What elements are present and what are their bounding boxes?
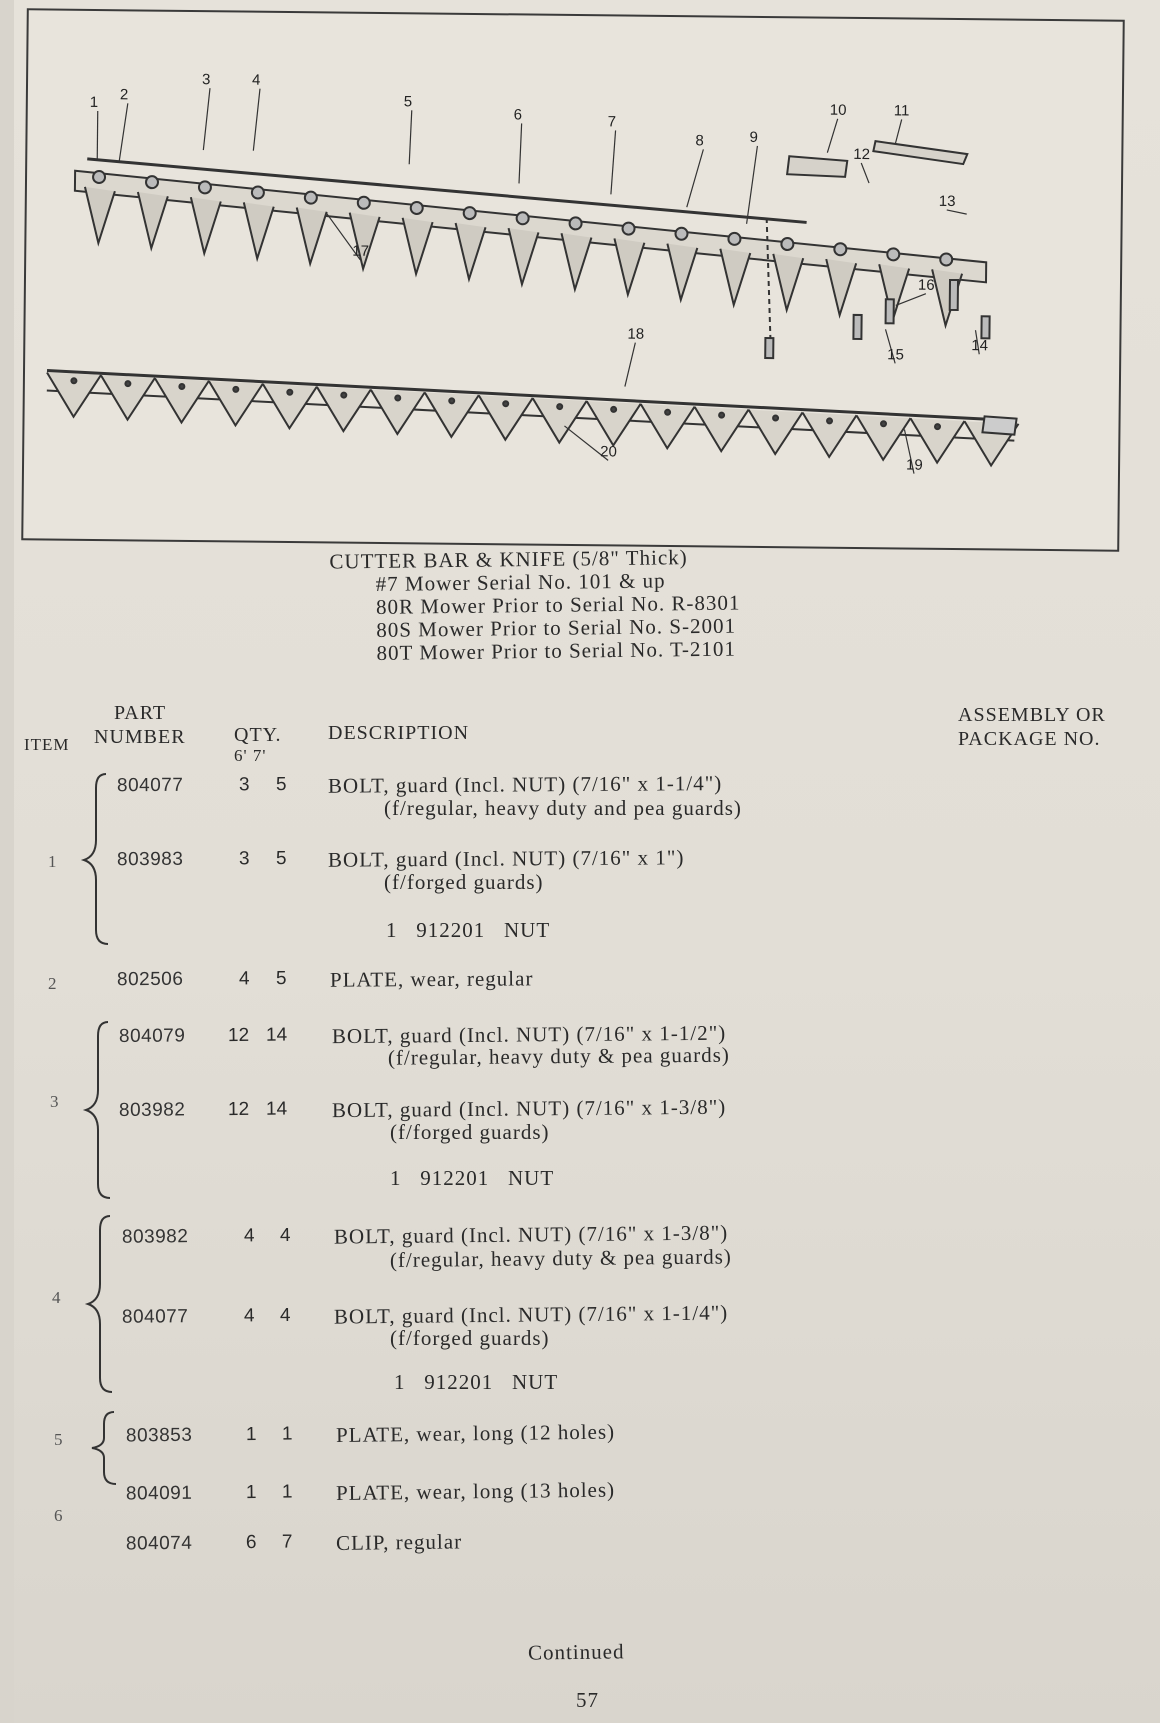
leader: [765, 218, 771, 338]
callout-number: 19: [905, 456, 923, 474]
sub-part: 1 912201 NUT: [390, 1166, 555, 1190]
header-part-2: NUMBER: [94, 726, 186, 748]
callout-number: 11: [893, 102, 910, 120]
qty-7ft: 5: [275, 774, 287, 796]
qty-7ft: 1: [281, 1481, 293, 1503]
guard-bolt: [781, 238, 793, 250]
description: PLATE, wear, long (12 holes): [335, 1419, 616, 1447]
part-number: 804077: [121, 1306, 189, 1328]
clip-part: [787, 156, 847, 177]
callout-number: 9: [749, 128, 758, 146]
qty-7ft: 1: [281, 1423, 293, 1445]
qty-6ft: 1: [245, 1481, 257, 1504]
part-number: 803982: [118, 1099, 186, 1122]
description: BOLT, guard (Incl. NUT) (7/16" x 1"): [327, 845, 685, 872]
item-number: 4: [52, 1288, 61, 1307]
guard: [137, 192, 168, 248]
guard-bolt: [146, 176, 158, 188]
guard-bolt: [464, 207, 476, 219]
guard-bolt: [305, 192, 317, 204]
callout-number: 2: [119, 86, 129, 104]
header-description: DESCRIPTION: [328, 722, 470, 744]
callout-number: 3: [201, 71, 211, 89]
guard: [508, 228, 539, 284]
callout-number: 17: [352, 242, 370, 260]
callout-number: 8: [695, 132, 704, 150]
guard: [190, 197, 221, 253]
guard-bolt: [834, 243, 846, 255]
callout-number: 6: [513, 106, 523, 124]
guard: [296, 208, 327, 264]
bolt-part: [765, 338, 773, 358]
caption-line: 80R Mower Prior to Serial No. R-8301: [375, 590, 741, 619]
table-row-sub: [0, 1166, 1160, 1196]
header-qty-sizes: 6' 7': [234, 746, 267, 765]
table-row-note: [0, 1120, 1160, 1150]
item-number: 5: [54, 1430, 63, 1449]
guard-bolt: [93, 171, 105, 183]
table-row-note: [0, 1326, 1160, 1356]
sub-part: 1 912201 NUT: [394, 1370, 559, 1394]
header-qty: QTY.: [234, 724, 282, 746]
qty-6ft: 6: [245, 1531, 257, 1554]
description-note: (f/forged guards): [384, 870, 544, 894]
callout-number: 5: [403, 93, 413, 111]
exploded-diagram: [21, 8, 1125, 551]
callout-leader: [409, 110, 412, 164]
qty-6ft: 3: [238, 774, 250, 796]
guard-bolt: [940, 253, 952, 265]
callout-leader: [687, 149, 704, 207]
qty-7ft: 5: [275, 968, 287, 990]
part-number: 804077: [116, 774, 184, 797]
guard: [720, 249, 751, 305]
description: CLIP, regular: [335, 1529, 463, 1555]
item-number: 6: [54, 1506, 63, 1525]
part-number: 802506: [116, 968, 184, 991]
callout-leader: [747, 146, 758, 224]
item-number: 3: [50, 1092, 59, 1111]
description: BOLT, guard (Incl. NUT) (7/16" x 1-3/8"): [331, 1094, 727, 1123]
header-item: ITEM: [24, 735, 70, 754]
table-row-note: [0, 870, 1160, 900]
guard-bolt: [358, 197, 370, 209]
guard-bolt: [411, 202, 423, 214]
caption-line: 80T Mower Prior to Serial No. T-2101: [376, 636, 737, 665]
guard-bolt: [517, 212, 529, 224]
caption-line: 80S Mower Prior to Serial No. S-2001: [376, 613, 737, 642]
page-number: 57: [576, 1688, 599, 1712]
guard: [826, 259, 857, 315]
table-row-sub: [0, 918, 1160, 948]
description: BOLT, guard (Incl. NUT) (7/16" x 1-1/4"): [327, 771, 723, 798]
qty-7ft: 4: [279, 1225, 291, 1247]
callout-leader: [625, 343, 635, 387]
description: PLATE, wear, regular: [329, 966, 534, 992]
part-number: 804079: [118, 1025, 186, 1048]
guard: [667, 244, 698, 300]
description-note: (f/regular, heavy duty & pea guards): [389, 1244, 732, 1272]
qty-6ft: 12: [227, 1024, 250, 1047]
qty-7ft: 4: [279, 1305, 291, 1327]
figure-caption: [329, 545, 741, 665]
callout-number: 20: [600, 443, 617, 461]
table-row-note: [0, 796, 1160, 826]
callout-number: 16: [917, 276, 935, 294]
description-note: (f/regular, heavy duty and pea guards): [384, 796, 742, 820]
guard: [84, 187, 115, 243]
guard-bolt: [728, 233, 740, 245]
qty-7ft: 14: [265, 1024, 288, 1046]
qty-7ft: 14: [265, 1098, 288, 1120]
description: BOLT, guard (Incl. NUT) (7/16" x 1-3/8"): [333, 1220, 729, 1249]
callout-leader: [827, 119, 837, 153]
callout-leader: [947, 210, 967, 214]
part-number: 804074: [125, 1532, 193, 1555]
qty-7ft: 7: [281, 1531, 293, 1553]
callout-leader: [203, 88, 210, 150]
header-assembly-1: ASSEMBLY OR: [958, 704, 1106, 726]
callout-leader: [519, 123, 522, 183]
qty-6ft: 3: [238, 848, 250, 870]
qty-7ft: 5: [275, 848, 287, 870]
continued-label: Continued: [527, 1639, 625, 1665]
callout-number: 13: [938, 192, 956, 211]
description: PLATE, wear, long (13 holes): [335, 1477, 616, 1505]
item-number: 1: [48, 852, 57, 871]
callout-number: 12: [853, 145, 871, 164]
caption-line: #7 Mower Serial No. 101 & up: [375, 568, 666, 596]
guard: [455, 223, 486, 279]
guard-bolt: [887, 248, 899, 260]
part-number: 803983: [116, 848, 184, 871]
wear-plate-part: [873, 141, 967, 164]
part-number: 803982: [121, 1226, 189, 1248]
guard: [561, 233, 592, 289]
callout-number: 1: [89, 93, 99, 112]
callout-number: 4: [251, 71, 261, 89]
callout-leader: [119, 103, 128, 161]
guard: [614, 238, 645, 294]
part-number: 804091: [125, 1482, 193, 1505]
description: BOLT, guard (Incl. NUT) (7/16" x 1-1/2"): [331, 1020, 727, 1049]
qty-6ft: 4: [238, 968, 250, 990]
callout-leader: [895, 119, 901, 143]
item-number: 2: [48, 974, 57, 993]
knife-head: [982, 416, 1016, 434]
description-note: (f/forged guards): [390, 1326, 550, 1350]
qty-6ft: 4: [243, 1305, 255, 1327]
guard: [402, 218, 433, 274]
part-number: 803853: [125, 1424, 193, 1447]
qty-6ft: 12: [227, 1098, 250, 1121]
callout-leader: [611, 130, 616, 194]
callout-number: 14: [971, 337, 989, 355]
guard-bolt: [570, 217, 582, 229]
table-row-sub: [0, 1370, 1160, 1400]
sub-part: 1 912201 NUT: [386, 918, 551, 942]
cutter-bar-illustration: [23, 10, 1122, 549]
guard: [773, 254, 804, 310]
guard: [243, 202, 274, 258]
guard-bolt: [199, 181, 211, 193]
description-note: (f/regular, heavy duty & pea guards): [387, 1042, 730, 1070]
callout-number: 18: [627, 325, 645, 343]
guard: [349, 213, 380, 269]
header-assembly-2: PACKAGE NO.: [958, 728, 1101, 750]
description-note: (f/forged guards): [390, 1120, 550, 1144]
callout-leader: [861, 163, 869, 183]
callout-leader: [253, 89, 260, 151]
callout-leader: [97, 111, 98, 161]
guard-bolt: [622, 223, 634, 235]
callout-number: 15: [887, 346, 905, 364]
header-part-1: PART: [114, 702, 167, 724]
caption-title: CUTTER BAR & KNIFE (5/8" Thick): [329, 545, 688, 574]
callout-number: 7: [607, 113, 617, 131]
callout-number: 10: [829, 101, 847, 119]
guard-bolt: [675, 228, 687, 240]
guard-bolt: [252, 186, 264, 198]
qty-6ft: 4: [243, 1225, 255, 1247]
description: BOLT, guard (Incl. NUT) (7/16" x 1-1/4"): [333, 1300, 729, 1329]
qty-6ft: 1: [245, 1423, 257, 1446]
